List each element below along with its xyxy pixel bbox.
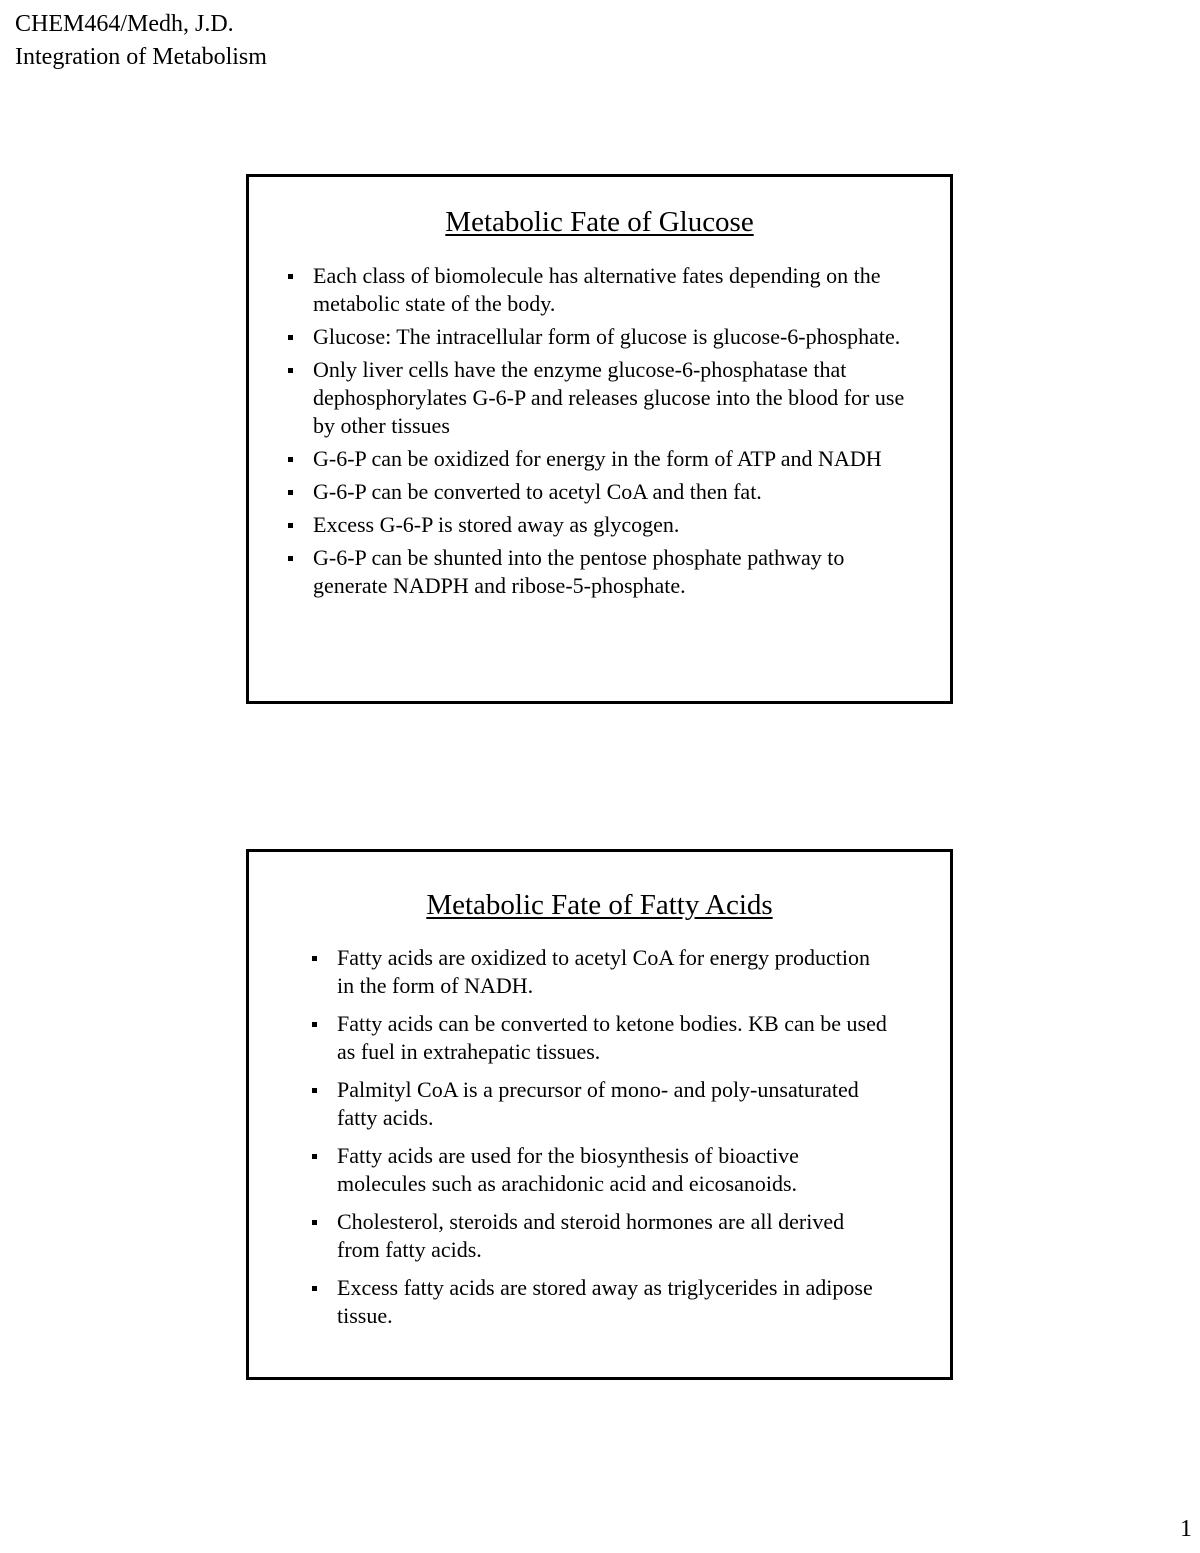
bullet-icon bbox=[288, 490, 293, 495]
bullet-item: Excess fatty acids are stored away as triglycerides in adipose tissue. bbox=[310, 1274, 890, 1330]
page-header bbox=[15, 8, 267, 74]
bullet-icon bbox=[288, 335, 293, 340]
bullet-icon bbox=[312, 956, 317, 961]
bullet-item: G-6-P can be converted to acetyl CoA and then fat. bbox=[286, 478, 910, 506]
bullet-item: Only liver cells have the enzyme glucose-6-phosphatase that dephosphorylates G-6-P and releases glucose into the blood for use by other tissues bbox=[286, 356, 910, 440]
bullet-icon bbox=[288, 556, 293, 561]
bullet-item: Palmityl CoA is a precursor of mono- and poly-unsaturated fatty acids. bbox=[310, 1076, 890, 1132]
bullet-item: Fatty acids are oxidized to acetyl CoA for energy production in the form of NADH. bbox=[310, 944, 890, 1000]
bullet-icon bbox=[312, 1022, 317, 1027]
bullet-icon bbox=[312, 1088, 317, 1093]
bullet-icon bbox=[312, 1286, 317, 1291]
page-number: 1 bbox=[1180, 1516, 1192, 1542]
bullet-item: G-6-P can be shunted into the pentose phosphate pathway to generate NADPH and ribose-5-phosphate. bbox=[286, 544, 910, 600]
slide-title: Metabolic Fate of Fatty Acids bbox=[426, 889, 773, 921]
bullet-icon bbox=[288, 457, 293, 462]
bullet-icon bbox=[288, 368, 293, 373]
bullet-item: Each class of biomolecule has alternative fates depending on the metabolic state of the body. bbox=[286, 262, 910, 318]
course-label: CHEM464/Medh, J.D. bbox=[15, 11, 234, 37]
bullet-item: Cholesterol, steroids and steroid hormones are all derived from fatty acids. bbox=[310, 1208, 890, 1264]
bullet-list bbox=[286, 262, 910, 605]
bullet-icon bbox=[288, 523, 293, 528]
bullet-item: Glucose: The intracellular form of glucose is glucose-6-phosphate. bbox=[286, 323, 910, 351]
bullet-icon bbox=[312, 1154, 317, 1159]
bullet-list bbox=[310, 944, 890, 1340]
bullet-item: Excess G-6-P is stored away as glycogen. bbox=[286, 511, 910, 539]
bullet-icon bbox=[312, 1220, 317, 1225]
bullet-item: Fatty acids can be converted to ketone bodies. KB can be used as fuel in extrahepatic tissues. bbox=[310, 1010, 890, 1066]
bullet-item: G-6-P can be oxidized for energy in the form of ATP and NADH bbox=[286, 445, 910, 473]
document-title: Integration of Metabolism bbox=[15, 44, 267, 70]
slide-fatty-acids bbox=[246, 849, 953, 1380]
bullet-item: Fatty acids are used for the biosynthesis of bioactive molecules such as arachidonic acid and eicosanoids. bbox=[310, 1142, 890, 1198]
slide-title: Metabolic Fate of Glucose bbox=[445, 206, 754, 238]
bullet-icon bbox=[288, 274, 293, 279]
slide-glucose bbox=[246, 174, 953, 704]
